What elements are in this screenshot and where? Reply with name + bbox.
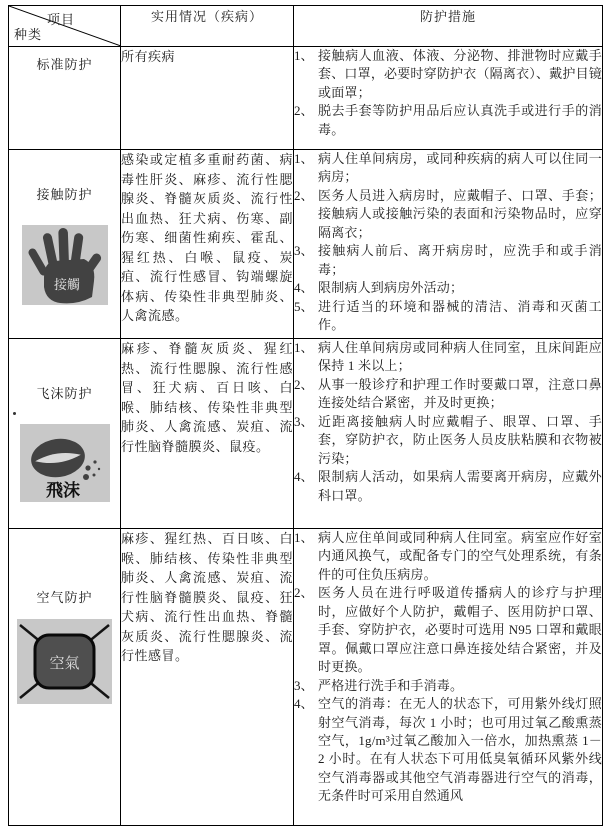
measure-text: 脱去手套等防护用品后应认真洗手或进行手的消毒。	[318, 103, 602, 137]
measure-item	[294, 279, 602, 297]
measures-cell	[294, 529, 603, 826]
measure-item	[294, 413, 602, 468]
measure-number: 4、	[294, 469, 314, 485]
measure-text: 进行适当的环境和器械的清洁、消毒和灭菌工作。	[318, 298, 602, 333]
measure-item	[294, 529, 602, 584]
measure-text: 医务人员进入病房时，应戴帽子、口罩、手套；接触病人或接触污染的表面和污染物品时，应穿隔离衣；	[318, 187, 602, 240]
measure-number: 2、	[294, 585, 314, 601]
measure-number: 1、	[294, 340, 314, 355]
measure-item	[294, 677, 602, 695]
measure-number: 1、	[294, 48, 314, 63]
category-label: 飞沫防护	[36, 386, 93, 401]
measure-number: 1、	[294, 151, 314, 166]
measure-item	[294, 187, 602, 242]
measure-item	[294, 47, 602, 102]
measure-number: 2、	[294, 376, 314, 392]
table-row-contact	[9, 150, 603, 339]
category-cell	[9, 47, 121, 150]
diseases-cell: 麻疹、脊髓灰质炎、猩红热、流行性腮腺、流行性感冒、狂犬病、百日咳、白喉、肺结核、传染性非典型肺炎、人禽流感、炭疽、流行性脑脊髓膜炎、鼠疫。	[121, 339, 294, 529]
measure-text: 病人住单间病房，或同种疾病的病人可以住同一病房；	[318, 151, 602, 185]
measure-number: 3、	[294, 413, 314, 429]
measure-number: 1、	[294, 530, 314, 545]
measure-item	[294, 150, 602, 187]
contact-hand-icon	[22, 225, 108, 305]
measure-number: 2、	[294, 103, 314, 119]
category-label: 空气防护	[36, 590, 93, 605]
measure-text: 接触病人前后、离开病房时，应洗手和或手消毒；	[318, 243, 602, 277]
measure-number: 2、	[294, 187, 314, 203]
measure-number: 3、	[294, 677, 314, 693]
measure-item	[294, 468, 602, 505]
measure-number: 4、	[294, 696, 314, 712]
measure-item	[294, 102, 602, 139]
column-header-situation: 实用情况（疾病）	[121, 6, 294, 47]
droplet-lips-icon	[20, 424, 110, 502]
table-row-airborne	[9, 529, 603, 826]
measure-text: 病人住单间病房或同种病人住同室，且床间距应保持 1 米以上；	[318, 340, 602, 374]
table-header-row	[9, 6, 603, 47]
measure-number: 3、	[294, 243, 314, 259]
air-icon-text: 空氣	[49, 656, 80, 672]
measure-text: 医务人员在进行呼吸道传播病人的诊疗与护理时，应做好个人防护，戴帽子、医用防护口罩、手套、穿防护衣，必要时可选用 N95 口罩和戴眼罩。佩戴口罩应注意口鼻连接处结合紧密，并及时更换。	[318, 585, 602, 675]
measure-text: 从事一般诊疗和护理工作时要戴口罩，注意口鼻连接处结合紧密，并及时更换；	[318, 376, 602, 411]
measure-item	[294, 695, 602, 806]
table-row-standard	[9, 47, 603, 150]
diseases-cell: 感染或定植多重耐药菌、病毒性肝炎、麻疹、流行性腮腺炎、脊髓灰质炎、流行性出血热、狂犬病、伤寒、副伤寒、细菌性痢疾、霍乱、猩红热、白喉、鼠疫、炭疽、流行性感冒、钩端螺旋体病、传染性非典型肺炎、人禽流感。	[121, 150, 294, 339]
corner-label-category: 种类	[14, 27, 43, 42]
category-label: 标准防护	[36, 57, 93, 72]
measure-number: 5、	[294, 298, 314, 314]
measure-number: 4、	[294, 280, 314, 296]
measures-cell	[294, 339, 603, 529]
measure-text: 近距离接触病人时应戴帽子、眼罩、口罩、手套，穿防护衣，防止医务人员皮肤粘膜和衣物被污染；	[318, 413, 602, 466]
measure-item	[294, 376, 602, 413]
measure-text: 病人应住单间或同种病人住同室。病室应作好室内通风换气，或配备专门的空气处理系统，有条件的可住负压病房。	[318, 530, 602, 582]
column-header-measures: 防护措施	[294, 6, 603, 47]
diagonal-split-cell	[9, 6, 120, 46]
category-cell	[9, 339, 121, 529]
category-cell	[9, 150, 121, 339]
measure-text: 空气的消毒：在无人的状态下，可用紫外线灯照射空气消毒，每次 1 小时；也可用过氧乙酸熏蒸空气，1g/m³过氧乙酸加入一倍水，加热熏蒸 1－2 小时。在有人状态下可用低臭氧循环风紫外线空气消毒器或其他空气消毒器进行空气的消毒，无条件时可采用自然通风	[318, 696, 602, 804]
airborne-air-icon	[17, 619, 112, 704]
measure-item	[294, 242, 602, 279]
diseases-cell: 所有疾病	[121, 47, 294, 150]
table-row-droplet	[9, 339, 603, 529]
measure-text: 接触病人血液、体液、分泌物、排泄物时应戴手套、口罩，必要时穿防护衣（隔离衣）、戴护目镜或面罩；	[318, 48, 602, 100]
corner-label-project: 项目	[47, 12, 76, 27]
measure-item	[294, 298, 602, 335]
hand-icon-text: 接觸	[53, 277, 80, 292]
diseases-cell: 麻疹、猩红热、百日咳、白喉、肺结核、传染性非典型肺炎、人禽流感、炭疽、流行性脑脊髓膜炎、鼠疫、狂犬病、流行性出血热、脊髓灰质炎、流行性腮腺炎、流行性感冒。	[121, 529, 294, 826]
precautions-table	[8, 5, 603, 826]
measure-text: 限制病人活动，如果病人需要离开病房，应戴外科口罩。	[318, 469, 602, 503]
header-corner-cell	[9, 6, 121, 47]
measure-text: 严格进行洗手和手消毒。	[318, 677, 464, 693]
measures-cell	[294, 150, 603, 339]
measure-item	[294, 584, 602, 676]
measure-item	[294, 339, 602, 376]
category-cell	[9, 529, 121, 826]
measure-text: 限制病人到病房外活动；	[318, 280, 464, 296]
category-label: 接触防护	[36, 187, 93, 202]
measures-cell	[294, 47, 603, 150]
lips-icon-text: 飛沫	[45, 481, 80, 500]
stray-dot-mark	[13, 412, 16, 415]
